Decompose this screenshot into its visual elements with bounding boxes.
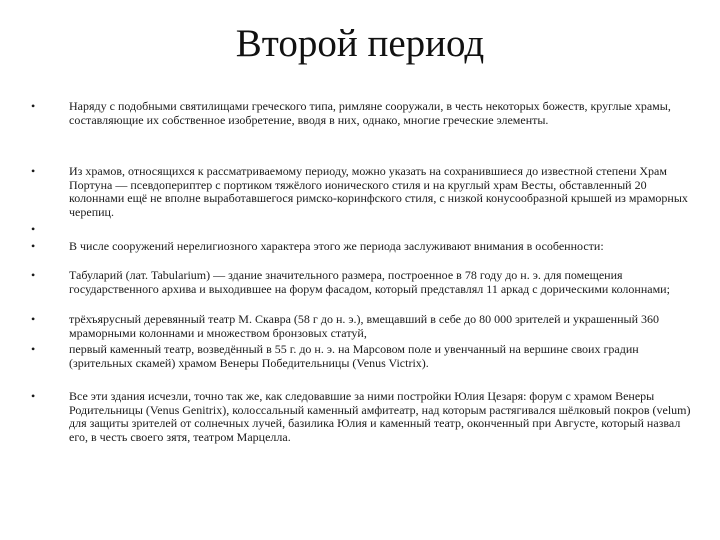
bullet-dot: •	[31, 342, 36, 356]
bullet-text: Наряду с подобными святилищами греческого типа, римляне сооружали, в честь некоторых божеств, круглые храмы, составляющие их собственное изобретение, вводя в них, однако, многие греческие элементы.	[69, 99, 671, 127]
slide-title: Второй период	[235, 22, 485, 65]
bullet-text: трёхъярусный деревянный театр М. Скавра (58 г до н. э.), вмещавший в себе до 80 000 зрителей и украшенный 360 мраморными колоннами и множеством бронзовых статуй,	[69, 312, 660, 340]
bullet-text: Табуларий (лат. Tabularium) — здание значительного размера, построенное в 78 году до н. э. для помещения государственного архива и выходившее на форум фасадом, который представлял 11 аркад с дорическими колоннами;	[69, 268, 670, 296]
bullet-dot: •	[31, 222, 36, 236]
bullet-text: Все эти здания исчезли, точно так же, как следовавшие за ними постройки Юлия Цезаря: форум с храмом Венеры Родительницы (Venus Genitrix), колоссальный каменный амфитеатр, над которым растягивался шёлковый покров (velum) для защиты зрителей от солнечных лучей, базилика Юлия и каменный театр, оконченный при Августе, который назвал его, в честь своего зятя, театром Марцелла.	[69, 389, 691, 444]
bullet-dot: •	[31, 164, 36, 178]
bullet-dot: •	[31, 239, 36, 253]
bullet-dot: •	[31, 312, 36, 326]
bullet-text: первый каменный театр, возведённый в 55 г. до н. э. на Марсовом поле и увенчанный на вершине своих градин (зрительных скамей) храмом Венеры Победительницы (Venus Victrix).	[69, 342, 639, 370]
bullet-dot: •	[31, 389, 36, 403]
bullet-text: Из храмов, относящихся к рассматриваемому периоду, можно указать на сохранившиеся до известной степени Храм Портуна — псевдопериптер с портиком тяжёлого ионического стиля и на круглый храм Весты, обставленный 20 колоннами ещё не вполне выработавшегося римско-коринфского стиля, с низкой конусообразной крышей из мраморных черепиц.	[69, 164, 688, 219]
bullet-dot: •	[31, 268, 36, 282]
bullet-dot: •	[31, 99, 36, 113]
bullet-text: В числе сооружений нерелигиозного характера этого же периода заслуживают внимания в особенности:	[69, 239, 604, 253]
